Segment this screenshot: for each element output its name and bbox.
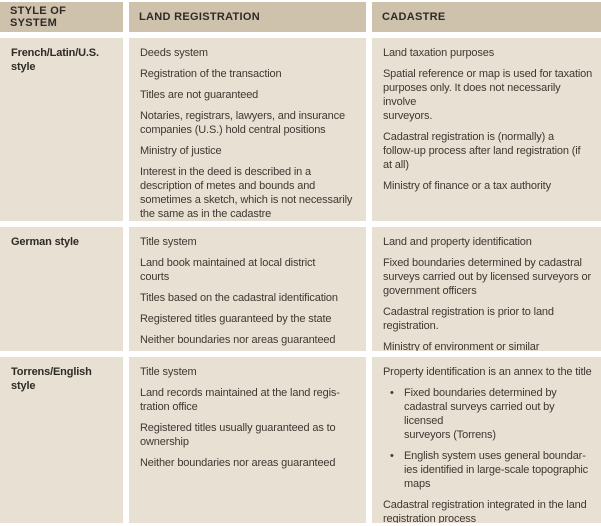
land-registration-cell-torrens xyxy=(129,357,366,523)
paragraph: Neither boundaries nor areas guaranteed xyxy=(140,457,336,469)
paragraph: Land taxation purposes xyxy=(383,47,495,59)
paragraph: Ministry of finance or a tax authority xyxy=(383,180,551,192)
paragraph: Title system xyxy=(140,236,197,248)
style-cell-german xyxy=(0,227,123,351)
paragraph: Cadastral registration is prior to land registration. xyxy=(383,306,554,332)
bullet-item xyxy=(383,449,593,491)
column-header-label: LAND REGISTRATION xyxy=(139,11,261,23)
column-header-land-registration xyxy=(129,2,366,32)
paragraph: Spatial reference or map is used for taxation purposes only. It does not necessarily involve surveyors. xyxy=(383,68,593,122)
land-registration-cell-german xyxy=(129,227,366,351)
paragraph: Land and property identification xyxy=(383,236,532,248)
paragraph: Property identification is an annex to the title xyxy=(383,366,592,378)
bullet-icon: • xyxy=(390,387,394,399)
bullet-item-text: Fixed boundaries determined by cadastral surveys carried out by licensed surveyors (Torrens) xyxy=(404,387,557,441)
column-header-label: STYLE OF SYSTEM xyxy=(10,5,67,29)
row-style-label: French/Latin/U.S. style xyxy=(11,47,99,73)
paragraph: Registration of the transaction xyxy=(140,68,282,80)
paragraph: Titles are not guaranteed xyxy=(140,89,259,101)
bullet-icon: • xyxy=(390,450,394,462)
paragraph: Neither boundaries nor areas guaranteed xyxy=(140,334,336,346)
paragraph: Title system xyxy=(140,366,197,378)
bullet-item xyxy=(383,386,593,442)
style-cell-torrens-english xyxy=(0,357,123,523)
paragraph: Ministry of justice xyxy=(140,145,222,157)
paragraph: Deeds system xyxy=(140,47,208,59)
paragraph: Ministry of environment or similar xyxy=(383,341,540,351)
paragraph: Cadastral registration integrated in the land registration process xyxy=(383,499,587,523)
cadastre-cell-torrens xyxy=(372,357,601,523)
column-header-label: CADASTRE xyxy=(382,11,446,23)
bullet-item-text: English system uses general boundar- ies identified in large-scale topographic maps xyxy=(404,450,589,490)
paragraph: Land records maintained at the land regis- tration office xyxy=(140,387,340,413)
paragraph: Titles based on the cadastral identification xyxy=(140,292,338,304)
row-style-label: Torrens/English style xyxy=(11,366,92,392)
land-registration-cell-french xyxy=(129,38,366,221)
column-header-cadastre xyxy=(372,2,601,32)
paragraph: Registered titles guaranteed by the state xyxy=(140,313,332,325)
paragraph: Cadastral registration is (normally) a follow-up process after land registration (if at all) xyxy=(383,131,581,171)
style-cell-french-latin-us xyxy=(0,38,123,221)
cadastre-cell-german xyxy=(372,227,601,351)
column-header-style-of-system xyxy=(0,2,123,32)
cadastre-cell-french xyxy=(372,38,601,221)
paragraph: Notaries, registrars, lawyers, and insurance companies (U.S.) hold central positions xyxy=(140,110,345,136)
paragraph: Fixed boundaries determined by cadastral surveys carried out by licensed surveyors or government officers xyxy=(383,257,591,297)
paragraph: Registered titles usually guaranteed as to ownership xyxy=(140,422,336,448)
row-style-label: German style xyxy=(11,236,79,248)
paragraph: Interest in the deed is described in a description of metes and bounds and sometimes a sketch, which is not necessarily the same as in the cadastre xyxy=(140,166,353,220)
paragraph: Land book maintained at local district courts xyxy=(140,257,316,283)
